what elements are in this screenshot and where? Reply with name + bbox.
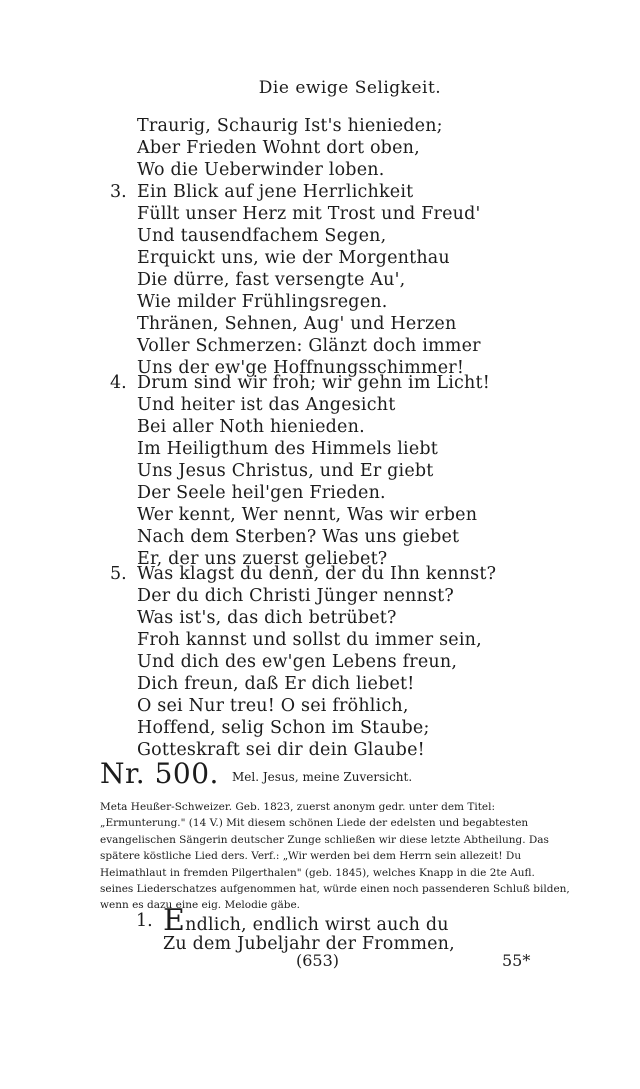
signature-mark: 55* <box>502 951 531 970</box>
verse-line: Thränen, Sehnen, Aug' und Herzen <box>137 314 457 334</box>
verse-line: Traurig, Schaurig Ist's hienieden; <box>137 116 443 136</box>
verse-line: Im Heiligthum des Himmels liebt <box>137 439 439 459</box>
stanza-number: 4. <box>110 373 127 393</box>
note-line: wenn es dazu eine eig. Melodie gäbe. <box>100 899 301 912</box>
stanza-number: 1. <box>136 911 153 931</box>
verse-line: Uns Jesus Christus, und Er giebt <box>137 461 434 481</box>
verse-line: Was klagst du denn, der du Ihn kennst? <box>137 564 497 584</box>
verse-line: Der du dich Christi Jünger nennst? <box>137 586 454 606</box>
verse-line: Was ist's, das dich betrübet? <box>137 608 397 628</box>
note-line: Meta Heußer-Schweizer. Geb. 1823, zuerst anonym gedr. unter dem Titel: <box>100 801 496 813</box>
verse-line: Drum sind wir froh; wir gehn im Licht! <box>137 373 490 393</box>
note-line: evangelischen Sängerin deutscher Zunge schließen wir diese letzte Abtheilung. Das <box>100 833 549 846</box>
verse-line-text: ndlich, endlich wirst auch du <box>185 915 449 935</box>
verse-line: Froh kannst und sollst du immer sein, <box>137 630 482 650</box>
stanza-number: 5. <box>110 564 127 584</box>
verse-line: Hoffend, selig Schon im Staube; <box>137 718 430 738</box>
drop-initial: E <box>163 903 186 938</box>
verse-line: Voller Schmerzen: Glänzt doch immer <box>137 336 481 356</box>
hymn-number: Nr. 500. <box>100 757 219 790</box>
verse-line: Aber Frieden Wohnt dort oben, <box>137 138 420 158</box>
verse-line: O sei Nur treu! O sei fröhlich, <box>137 696 409 716</box>
verse-line: Wer kennt, Wer nennt, Was wir erben <box>137 505 478 525</box>
verse-line: Gotteskraft sei dir dein Glaube! <box>137 740 425 760</box>
running-head: Die ewige Seligkeit. <box>258 78 442 98</box>
verse-line: Dich freun, daß Er dich liebet! <box>137 674 415 694</box>
note-line: seines Liederschatzes aufgenommen hat, würde einen noch passenderen Schluß bilden, <box>100 883 570 896</box>
verse-line: Erquickt uns, wie der Morgenthau <box>137 248 450 268</box>
hymn-note <box>100 799 570 914</box>
verse-line: Nach dem Sterben? Was uns giebet <box>137 527 460 547</box>
note-line: „Ermunterung." (14 V.) Mit diesem schönen Liede der edelsten und begabtesten <box>100 817 529 830</box>
hymn-header <box>100 758 580 790</box>
verse-line: Die dürre, fast versengte Au', <box>137 270 406 290</box>
page-number: (653) <box>296 951 340 970</box>
note-line: Heimathlaut in fremden Pilgerthalen" (geb. 1845), welches Knapp in die 2te Aufl. <box>100 866 535 879</box>
verse-line: Er, der uns zuerst geliebet? <box>137 549 388 569</box>
verse-line: Und dich des ew'gen Lebens freun, <box>137 652 458 672</box>
note-line: spätere köstliche Lied ders. Verf.: „Wir werden bei dem Herrn sein allezeit! Du <box>100 850 522 863</box>
verse-line: Und tausendfachem Segen, <box>137 226 387 246</box>
melody-reference: Mel. Jesus, meine Zuversicht. <box>232 770 413 784</box>
verse-line: Wie milder Frühlingsregen. <box>137 292 388 312</box>
stanza-number: 3. <box>110 182 127 202</box>
verse-line: Zu dem Jubeljahr der Frommen, <box>163 934 455 954</box>
verse-line: Uns der ew'ge Hoffnungsschimmer! <box>137 358 465 378</box>
verse-line: Ein Blick auf jene Herrlichkeit <box>137 182 414 202</box>
verse-line: Und heiter ist das Angesicht <box>137 395 396 415</box>
verse-line: Wo die Ueberwinder loben. <box>137 160 385 180</box>
verse-line: Der Seele heil'gen Frieden. <box>137 483 386 503</box>
verse-line: Bei aller Noth hienieden. <box>137 417 365 437</box>
verse-line: Füllt unser Herz mit Trost und Freud' <box>137 204 481 224</box>
